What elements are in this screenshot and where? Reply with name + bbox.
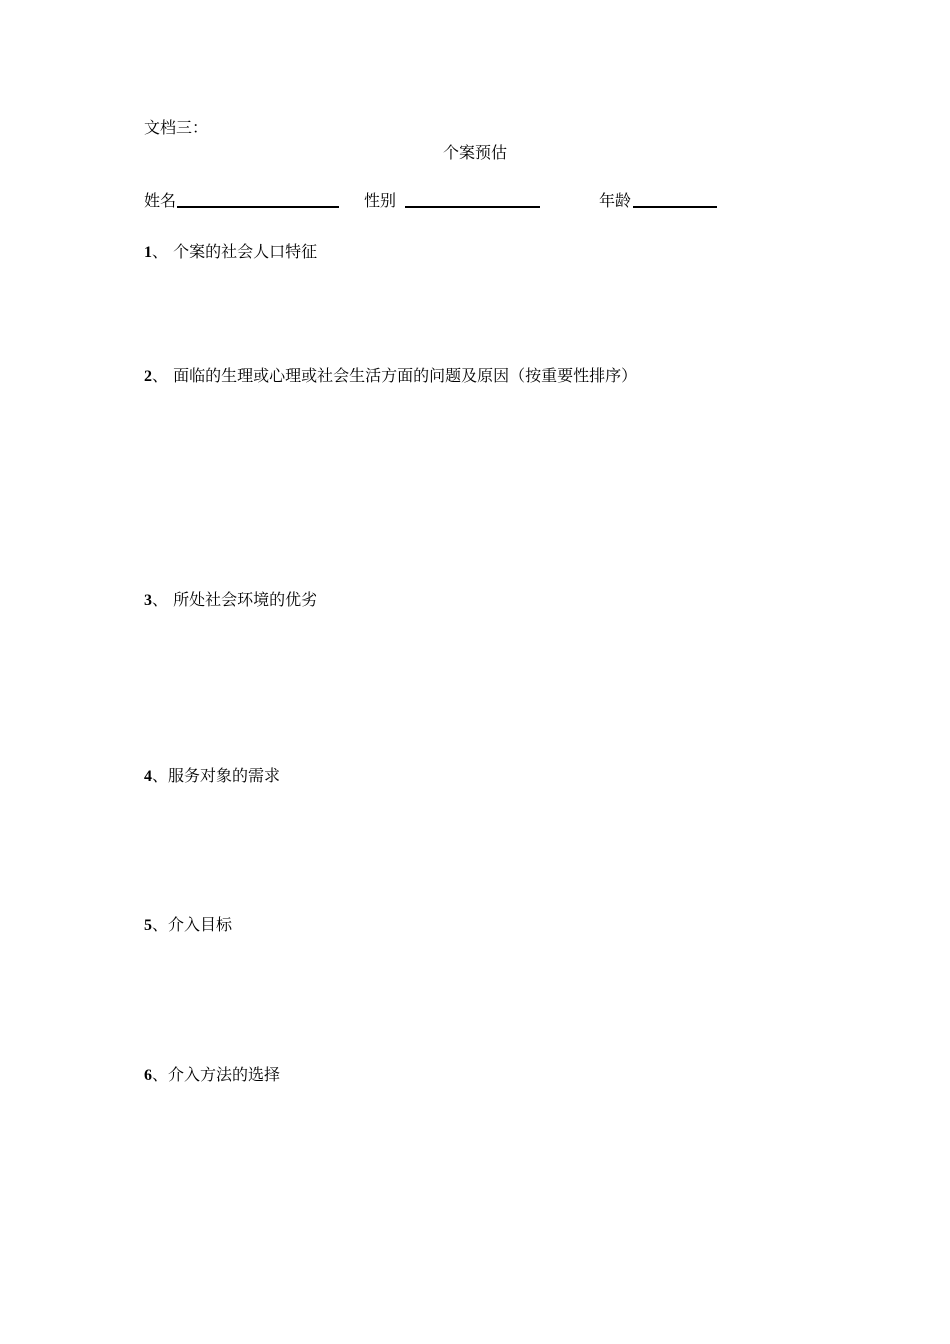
section-separator: 、	[152, 590, 174, 609]
section-number: 3	[144, 592, 152, 609]
age-label: 年龄	[599, 191, 632, 210]
section-separator: 、	[152, 1065, 169, 1084]
section-number: 2	[144, 368, 152, 385]
section-heading-6	[144, 1067, 280, 1084]
document-label: 文档三：	[144, 118, 209, 137]
section-text: 面临的生理或心理或社会生活方面的问题及原因（按重要性排序）	[173, 366, 638, 385]
section-text: 服务对象的需求	[168, 766, 281, 785]
name-field-line[interactable]	[177, 206, 339, 208]
section-number: 4	[144, 768, 152, 785]
age-field-line[interactable]	[633, 206, 717, 208]
gender-field-line[interactable]	[405, 206, 540, 208]
section-number: 5	[144, 917, 152, 934]
section-heading-3	[144, 592, 317, 609]
section-separator: 、	[152, 766, 169, 785]
section-number: 1	[144, 244, 152, 261]
section-separator: 、	[152, 915, 169, 934]
section-text: 介入目标	[168, 915, 233, 934]
name-label: 姓名	[144, 191, 177, 210]
gender-label: 性别	[364, 191, 397, 210]
section-heading-4	[144, 768, 280, 785]
section-separator: 、	[152, 366, 174, 385]
section-text: 所处社会环境的优劣	[173, 590, 318, 609]
section-heading-1	[144, 244, 317, 261]
section-heading-5	[144, 917, 232, 934]
section-number: 6	[144, 1067, 152, 1084]
section-text: 介入方法的选择	[168, 1065, 281, 1084]
section-heading-2	[144, 368, 637, 385]
section-text: 个案的社会人口特征	[173, 242, 318, 261]
page-title: 个案预估	[443, 143, 508, 162]
section-separator: 、	[152, 242, 174, 261]
